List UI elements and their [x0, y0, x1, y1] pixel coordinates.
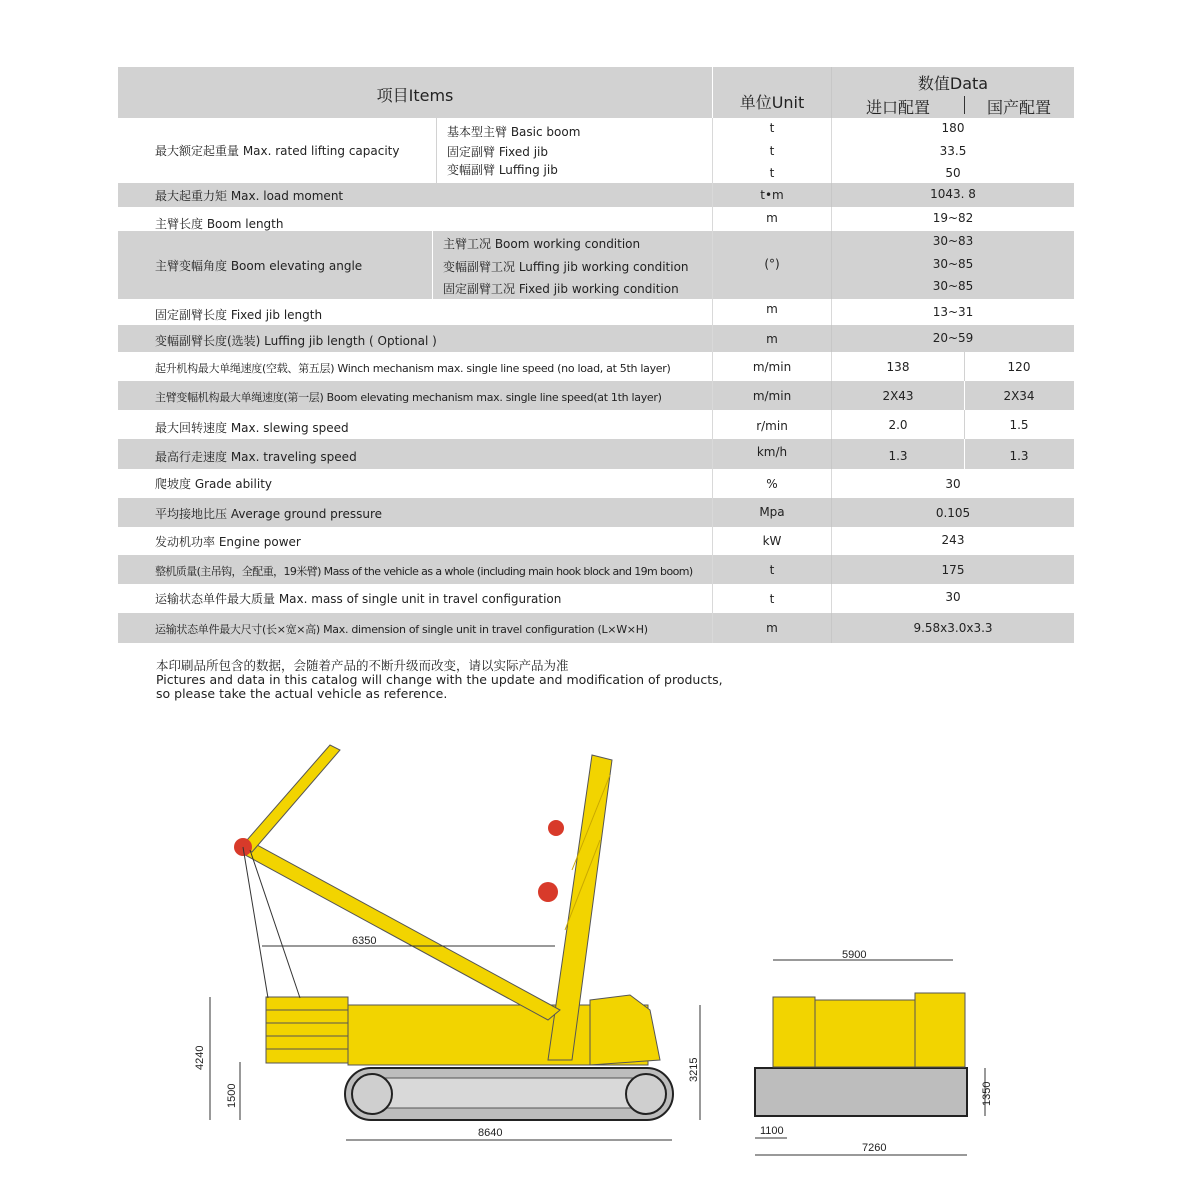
unit-cell: m [766, 211, 778, 225]
dim-4240: 4240 [194, 1045, 206, 1070]
header-data-title: 数值Data [917, 74, 989, 93]
pendant-line [243, 847, 268, 998]
row-label: 最大起重力矩 Max. load moment [155, 189, 344, 203]
rear-cab [915, 993, 965, 1067]
value-domestic: 1.5 [1009, 418, 1029, 432]
value-imported: 2.0 [888, 418, 908, 432]
row-label: 运输状态单件最大质量 Max. mass of single unit in travel configuration [155, 592, 562, 606]
value-domestic: 2X34 [1003, 389, 1035, 403]
value-cell: 50 [945, 166, 961, 180]
value-imported: 1.3 [888, 449, 908, 463]
header-unit: 单位Unit [739, 93, 805, 112]
unit-cell: (°) [764, 257, 780, 271]
row-label: 变幅副臂长度(选装) Luffing jib length ( Optional ) [155, 334, 437, 348]
unit-cell: m [766, 621, 778, 635]
value-cell: 1043. 8 [930, 187, 976, 201]
dim-3215: 3215 [688, 1057, 700, 1082]
sub-label: 基本型主臂 Basic boom [447, 125, 581, 139]
value-cell: 175 [941, 563, 965, 577]
row-label: 爬坡度 Grade ability [155, 477, 272, 491]
value-domestic: 120 [1007, 360, 1031, 374]
rear-tracks [755, 1068, 967, 1116]
unit-cell: t [769, 121, 775, 135]
row-label: 整机质量(主吊钩，全配重，19米臂) Mass of the vehicle as a whole (including main hook block and 19m boom) [155, 565, 693, 578]
track-wheel [626, 1074, 666, 1114]
unit-cell: km/h [756, 445, 788, 459]
sub-label: 固定副臂工况 Fixed jib working condition [443, 282, 679, 296]
disclaimer-en: Pictures and data in this catalog will change with the update and modification of products, [156, 672, 723, 687]
unit-cell: m/min [752, 389, 792, 403]
dim-1500: 1500 [226, 1083, 238, 1108]
unit-cell: Mpa [759, 505, 785, 519]
row-label: 最高行走速度 Max. traveling speed [155, 450, 357, 464]
value-cell: 30~85 [932, 257, 974, 271]
value-cell: 30~83 [932, 234, 974, 248]
unit-cell: m [766, 332, 778, 346]
unit-cell: kW [762, 534, 782, 548]
unit-cell: t [769, 144, 775, 158]
track-frame [385, 1078, 640, 1108]
row-label: 主臂长度 Boom length [155, 217, 284, 231]
crane-rear-view [755, 949, 993, 1155]
unit-cell: t [769, 563, 775, 577]
value-cell: 20~59 [932, 331, 974, 345]
header-imported: 进口配置 [865, 98, 930, 117]
dim-6350: 6350 [352, 935, 377, 947]
value-cell: 0.105 [935, 506, 971, 520]
disclaimer-en: so please take the actual vehicle as reference. [156, 686, 448, 701]
sheave [538, 882, 558, 902]
cab [590, 995, 660, 1065]
value-cell: 30 [945, 477, 961, 491]
unit-cell: % [766, 477, 778, 491]
unit-cell: t [769, 592, 775, 606]
row-label: 起升机构最大单绳速度(空载、第五层) Winch mechanism max. single line speed (no load, at 5th layer) [155, 362, 671, 375]
sheave [548, 820, 564, 836]
dim-1350: 1350 [981, 1081, 993, 1106]
dim-7260: 7260 [862, 1142, 887, 1154]
value-cell: 13~31 [932, 305, 974, 319]
value-cell: 19~82 [932, 211, 974, 225]
value-cell: 180 [941, 121, 965, 135]
sub-label: 变幅副臂 Luffing jib [447, 163, 558, 177]
dim-8640: 8640 [478, 1127, 503, 1139]
disclaimer-cn: 本印刷品所包含的数据，会随着产品的不断升级而改变，请以实际产品为准 [156, 658, 569, 673]
rear-body [815, 1000, 915, 1067]
track-wheel [352, 1074, 392, 1114]
value-cell: 30~85 [932, 279, 974, 293]
value-cell: 9.58x3.0x3.3 [913, 621, 993, 635]
dim-1100: 1100 [760, 1125, 784, 1137]
value-imported: 2X43 [882, 389, 914, 403]
value-cell: 30 [945, 590, 961, 604]
counterweight [266, 997, 348, 1063]
sub-label: 固定副臂 Fixed jib [447, 145, 549, 159]
jib [240, 745, 340, 852]
value-domestic: 1.3 [1009, 449, 1029, 463]
row-label: 发动机功率 Engine power [155, 535, 301, 549]
row-label: 最大额定起重量 Max. rated lifting capacity [155, 144, 400, 158]
value-cell: 243 [941, 533, 965, 547]
rear-counterweight [773, 997, 815, 1067]
value-cell: 33.5 [939, 144, 967, 158]
unit-cell: t [769, 166, 775, 180]
dim-5900: 5900 [842, 949, 867, 961]
row-label: 运输状态单件最大尺寸(长×宽×高) Max. dimension of single unit in travel configuration (L×W×H) [155, 623, 648, 636]
row-label: 平均接地比压 Average ground pressure [155, 507, 383, 521]
crane-side-view [194, 745, 700, 1140]
unit-cell: r/min [756, 419, 788, 433]
row-label: 固定副臂长度 Fixed jib length [155, 308, 323, 322]
unit-cell: m/min [752, 360, 792, 374]
sub-label: 主臂工况 Boom working condition [443, 237, 641, 251]
header-items: 项目Items [376, 86, 454, 105]
unit-cell: m [766, 302, 778, 316]
header-domestic: 国产配置 [986, 98, 1051, 117]
unit-cell: t•m [760, 188, 784, 202]
mast [236, 840, 560, 1020]
sub-label: 变幅副臂工况 Luffing jib working condition [443, 260, 689, 274]
value-imported: 138 [886, 360, 910, 374]
row-label: 主臂变幅角度 Boom elevating angle [155, 259, 363, 273]
row-label: 最大回转速度 Max. slewing speed [155, 421, 349, 435]
row-label: 主臂变幅机构最大单绳速度(第一层) Boom elevating mechanism max. single line speed(at 1th layer) [155, 391, 662, 404]
